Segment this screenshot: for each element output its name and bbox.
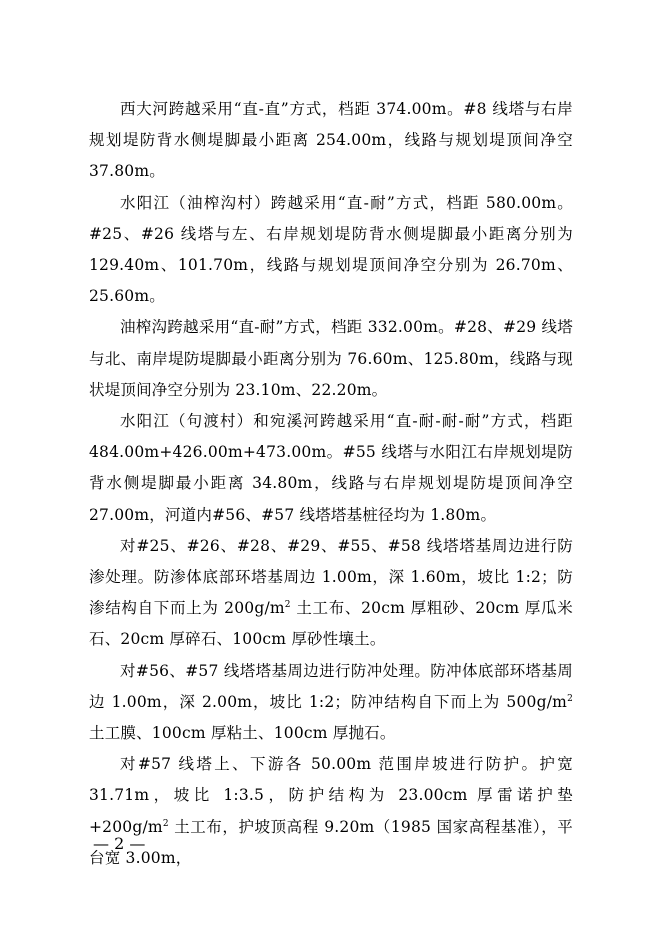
text-segment: 对#57 线塔上、下游各 50.00m 范围岸坡进行防护。护宽 31.71m，坡比 1:3.5，防护结构为 23.00cm 厚雷诺护垫+200g/m — [89, 755, 573, 836]
text-segment: 土工布、20cm 厚粗砂、20cm 厚瓜米石、20cm 厚碎石、100cm 厚砂性壤土。 — [89, 599, 573, 649]
text-segment: 对#56、#57 线塔塔基周边进行防冲处理。防冲体底部环塔基周边 1.00m，深 2.00m，坡比 1:2；防冲结构自下而上为 500g/m — [89, 661, 573, 711]
paragraph-shuiyang-river-judu-crossing: 水阳江（句渡村）和宛溪河跨越采用“直-耐-耐-耐”方式，档距 484.00m+426.00m+473.00m。#55 线塔与水阳江右岸规划堤防背水侧堤脚最小距离 34.80m，线路与右岸规划堤防堤顶间净空 27.00m，河道内#56、#57 线塔塔基桩径均为 1.80m。 — [89, 412, 573, 524]
paragraph-shuiyang-river-youzhagou-crossing: 水阳江（油榨沟村）跨越采用“直-耐”方式，档距 580.00m。#25、#26 线塔与左、右岸规划堤防背水侧堤脚最小距离分别为 129.40m、101.70m，线路与规划堤顶间净空分别为 26.70m、25.60m。 — [89, 193, 573, 306]
paragraph-anti-seepage-treatment — [89, 531, 573, 656]
text-segment: 对#25、#26、#28、#29、#55、#58 线塔塔基周边进行防渗处理。防渗体底部环塔基周边 1.00m，深 1.60m，坡比 1:2；防渗结构自下而上为 200g/m — [89, 536, 573, 618]
document-body — [89, 94, 573, 874]
text-segment: 土工膜、100cm 厚粘土、100cm 厚抛石。 — [89, 724, 396, 743]
paragraph-anti-scour-treatment — [89, 656, 573, 750]
paragraph-bank-slope-protection — [89, 749, 573, 874]
text-segment: 土工布，护坡顶高程 9.20m（1985 国家高程基准），平台宽 3.00m， — [89, 817, 573, 867]
page-number: — 2 — — [93, 834, 146, 853]
paragraph-xida-river-crossing: 西大河跨越采用“直-直”方式，档距 374.00m。#8 线塔与右岸规划堤防背水侧堤脚最小距离 254.00m，线路与规划堤顶间净空 37.80m。 — [89, 100, 573, 181]
superscript: 2 — [567, 693, 573, 704]
superscript: 2 — [162, 818, 169, 829]
superscript: 2 — [284, 600, 291, 611]
paragraph-youzhagou-crossing: 油榨沟跨越采用“直-耐”方式，档距 332.00m。#28、#29 线塔与北、南岸堤防堤脚最小距离分别为 76.60m、125.80m，线路与现状堤顶间净空分别为 23.10m、22.20m。 — [89, 318, 573, 399]
